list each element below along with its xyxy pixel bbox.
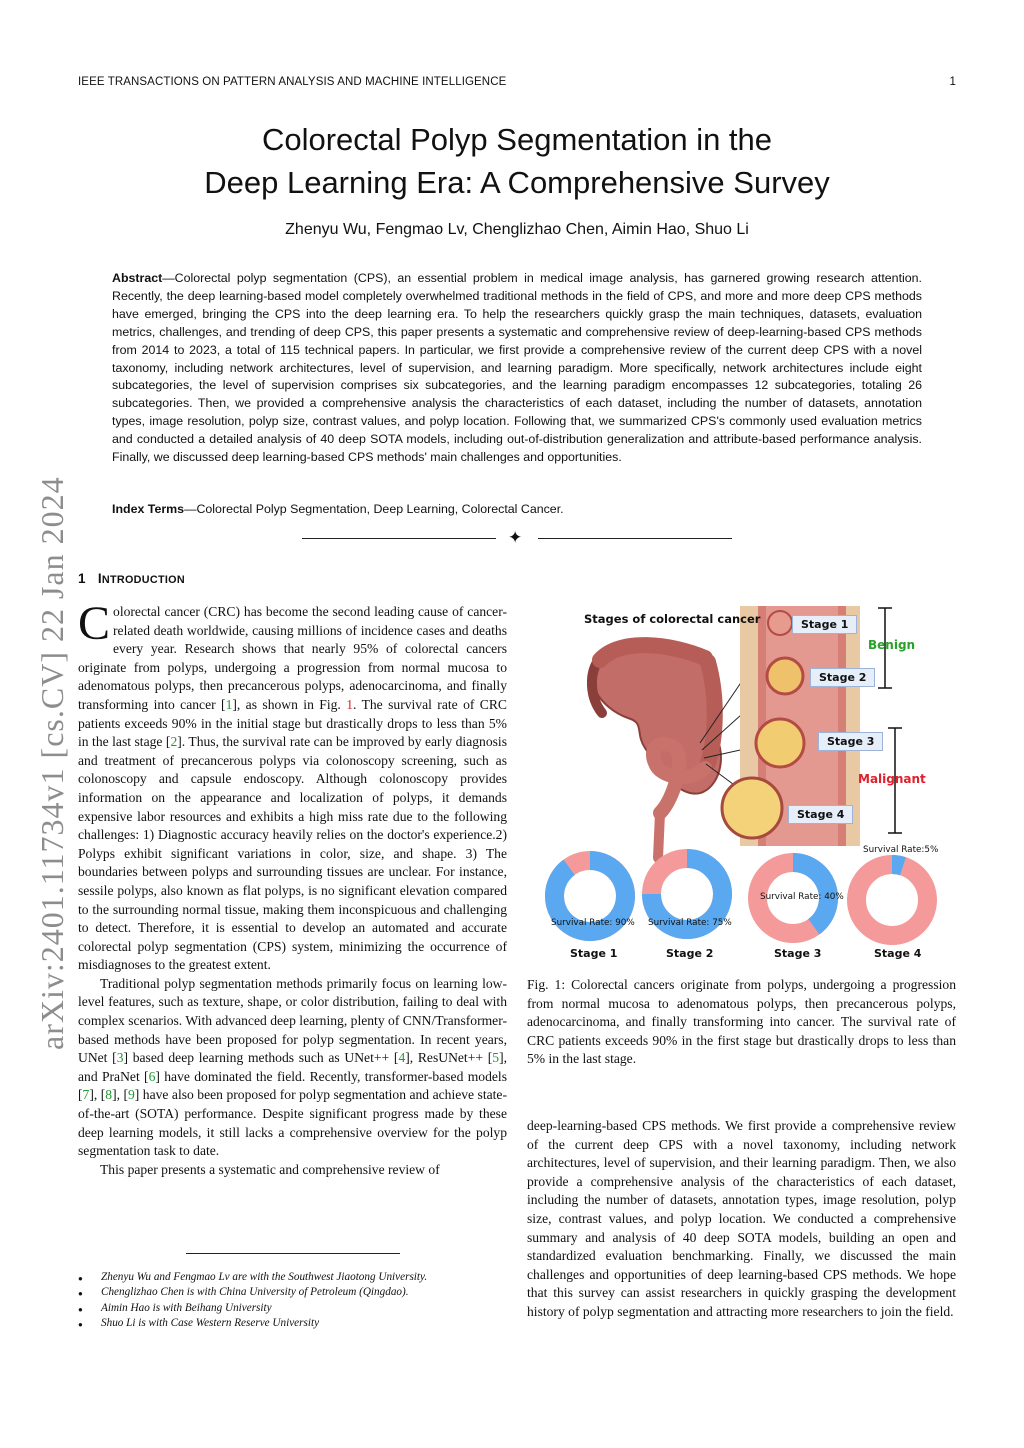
rectum	[658, 813, 660, 858]
citation-link[interactable]: 1	[225, 696, 233, 712]
footnote-rule	[186, 1253, 400, 1254]
page-number: 1	[949, 76, 956, 88]
donut-mortality-slice	[857, 865, 928, 936]
citation-link[interactable]: 4	[398, 1050, 406, 1066]
journal-name: IEEE TRANSACTIONS ON PATTERN ANALYSIS AND MACHINE INTELLIGENCE	[78, 76, 507, 88]
malignant-label: Malignant	[858, 772, 926, 786]
polyp-stage-4	[722, 778, 782, 838]
paper-title	[100, 118, 934, 204]
figure-link[interactable]: 1	[346, 696, 354, 712]
citation-link[interactable]: 8	[105, 1087, 113, 1103]
section-title-rest: NTRODUCTION	[101, 574, 185, 586]
citation-link[interactable]: 6	[148, 1068, 156, 1084]
stage-3-label: Stage 3	[818, 732, 883, 751]
polyp-stage-1	[768, 611, 792, 635]
stage-2-label: Stage 2	[810, 668, 875, 687]
separator-star-icon: ✦	[508, 528, 523, 547]
author-list: Zhenyu Wu, Fengmao Lv, Chenglizhao Chen, Aimin Hao, Shuo Li	[285, 221, 749, 238]
footnotes	[78, 1270, 518, 1332]
footnote-item: ● Shuo Li is with Case Western Reserve University	[78, 1316, 518, 1331]
intro-paragraph-3-continued: deep-learning-based CPS methods. We first provide a comprehensive review of the current deep CPS with a novel taxonomy, including network architectures, level of supervision, and their learning paradigm. Then, we also provide a comprehensive analysis of the characteristics of each dataset, including the number of datasets, annotation types, image resolution, polyp size, contrast values, and polyp location. We conducted a comprehensive summary and analysis of 40 deep SOTA models, building an open and standardized evaluation benchmarking. Finally, we discussed the main challenges and opportunities of deep learning-based CPS methods. We hope that this survey can assist researchers in quickly grasping the development history of polyp segmentation and attracting more researchers to join the field.	[527, 1118, 956, 1319]
right-column	[527, 1117, 956, 1322]
polyp-stage-3	[756, 719, 804, 767]
polyp-stage-2	[767, 658, 803, 694]
stage-1-label: Stage 1	[792, 615, 857, 634]
donut-caption-stage-3: Stage 3	[774, 947, 822, 960]
footnote-item: ● Zhenyu Wu and Fengmao Lv are with the Southwest Jiaotong University.	[78, 1270, 518, 1285]
citation-link[interactable]: 3	[116, 1050, 124, 1066]
section-heading	[78, 571, 185, 586]
figure-title: Stages of colorectal cancer	[584, 612, 761, 626]
intro-paragraph-3: This paper presents a systematic and comprehensive review of	[100, 1161, 440, 1177]
left-column	[78, 597, 508, 1179]
intro-p2-text: ], ResUNet++ [	[405, 1050, 493, 1066]
intro-paragraph-1	[78, 597, 507, 975]
figure-1	[540, 598, 960, 968]
divider-right	[538, 538, 732, 539]
abstract-text: —Colorectal polyp segmentation (CPS), an essential problem in medical image analysis, has garnered growing research attention. Recently, the deep learning-based model completely overwhelmed traditional methods in the field of CPS, and more and more deep CPS methods have emerged, bringing the CPS into the deep learning era. To help the researchers quickly grasp the main techniques, datasets, evaluation metrics, challenges, and trending of deep CPS, this paper presents a systematic and comprehensive review of deep-learning-based CPS methods from 2014 to 2023, a total of 115 technical papers. In particular, we first provide a comprehensive review of the current deep CPS with a novel taxonomy, including network architectures, level of supervision, and learning paradigm. More specifically, network architectures include eight subcategories, the level of supervision comprises six subcategories, and the learning paradigm encompasses 12 subcategories, totaling 26 subcategories. Then, we provided a comprehensive analysis the characteristics of each dataset, including the number of datasets, annotation types, image resolution, polyp size, contrast values, and polyp location. Following that, we summarized CPS's commonly used evaluation metrics and conducted a detailed analysis of 40 deep SOTA models, including out-of-distribution generalization and attribute-based performance analysis. Finally, we discussed deep learning-based CPS methods' main challenges and opportunities.	[112, 271, 922, 465]
colon-descending	[708, 662, 715, 763]
caption-text: Colorectal cancers originate from polyps, undergoing a progression from normal mucosa to adenomatous polyps, then precancerous polyps, adenocarcinoma, and finally transforming into cancer. The survival rate of CRC patients exceeds 90% in the first stage but drastically drops to less than 5% in the last stage.	[527, 977, 956, 1067]
citation-link[interactable]: 9	[128, 1087, 135, 1103]
intro-p2-text: ], [	[112, 1087, 128, 1103]
footnote-item: ● Aimin Hao is with Beihang University	[78, 1301, 518, 1316]
intro-p1-text: olorectal cancer (CRC) has become the second leading cause of cancer-related death worldwide, causing millions of incidence cases and deaths every year. Research shows that nearly 95% of colorectal cancers originate from polyps, undergoing a progression from normal mucosa to adenomatous polyps, then precancerous polyps, adenocarcinoma, and finally transforming into cancer [	[78, 604, 507, 712]
divider-left	[302, 538, 496, 539]
section-number: 1	[78, 571, 86, 586]
title-line-2: Deep Learning Era: A Comprehensive Survey	[204, 165, 830, 200]
intro-p2-text: ], [	[89, 1087, 106, 1103]
running-header	[78, 76, 956, 88]
intro-p2-text: ], and PraNet [	[78, 1050, 508, 1084]
intro-p2-text: ] have also been proposed for polyp segmentation and achieve state-of-the-art (SOTA) performance. Despite significant progress made by these deep learning models, it still lacks a comprehensive overview for the polyp segmentation task to date.	[78, 1087, 507, 1159]
index-terms	[112, 502, 922, 516]
intro-p1-text: . The survival rate of CRC patients exceeds 90% in the initial stage but drastically drops to less than 5% in the last stage [	[78, 696, 507, 750]
stage-4-label: Stage 4	[788, 805, 853, 824]
intro-paragraph-2	[78, 975, 507, 1161]
footnote-item: ● Chenglizhao Chen is with China University of Petroleum (Qingdao).	[78, 1285, 518, 1300]
index-terms-label: Index Terms	[112, 502, 185, 516]
intro-p2-text: ] have dominated the field. Recently, transformer-based models [	[78, 1068, 507, 1103]
citation-link[interactable]: 2	[170, 734, 178, 750]
caption-label: Fig. 1:	[527, 977, 566, 992]
title-line-1: Colorectal Polyp Segmentation in the	[261, 122, 773, 157]
survival-label-stage-2: Survival Rate: 75%	[648, 918, 732, 928]
citation-link[interactable]: 7	[82, 1087, 90, 1103]
survival-label-stage-3: Survival Rate: 40%	[760, 892, 844, 902]
arxiv-identifier: arXiv:2401.11734v1 [cs.CV] 22 Jan 2024	[34, 476, 70, 1050]
benign-label: Benign	[868, 638, 916, 652]
donut-survival-slice	[892, 865, 903, 867]
intro-p2-text: Traditional polyp segmentation methods primarily focus on learning low-level features, such as texture, shape, or color distribution, failing to deal with complex scenarios. With advanced deep learning, plenty of CNN/Transformer-based methods have been proposed for polyp segmentation. In recent years, UNet [	[78, 975, 507, 1066]
section-title-initial: I	[97, 571, 102, 586]
figure-caption	[527, 976, 956, 1069]
abstract-label: Abstract	[112, 271, 163, 285]
abstract	[112, 270, 922, 467]
index-terms-text: —Colorectal Polyp Segmentation, Deep Learning, Colorectal Cancer.	[184, 502, 564, 516]
donut-caption-stage-2: Stage 2	[666, 947, 714, 960]
drop-cap: C	[78, 597, 111, 650]
donut-caption-stage-4: Stage 4	[874, 947, 922, 960]
survival-label-stage-4: Survival Rate:5%	[863, 845, 939, 855]
citation-link[interactable]: 5	[492, 1050, 500, 1066]
intro-p1-text: ]. Thus, the survival rate can be improved by early diagnosis and treatment of precancerous polyps via colonoscopy screening, such as colonoscopy and capsule endoscopy. Although colonoscopy provides information on the appearance and localization of polyps, it demands expensive labor resources and exhibits a high miss rate due to the following challenges: 1) Diagnostic accuracy heavily relies on the doctor's experience.2) Polyps exhibit significant variations in color, size, and shape. 3) The boundaries between polyps and surrounding tissues are unclear. For instance, sessile polyps, also known as flat polyps, is no significant elevation compared to the surrounding normal tissue, making them inconspicuous and challenging to detect. Therefore, it is essential to develop an automated and accurate colorectal polyp segmentation (CPS) system, minimizing the occurrence of misdiagnoses to the greatest extent.	[78, 734, 507, 973]
donut-caption-stage-1: Stage 1	[570, 947, 618, 960]
intro-p2-text: ] based deep learning methods such as UNet++ [	[123, 1050, 399, 1066]
survival-label-stage-1: Survival Rate: 90%	[551, 918, 635, 928]
intro-p1-text: ], as shown in Fig.	[232, 696, 347, 712]
